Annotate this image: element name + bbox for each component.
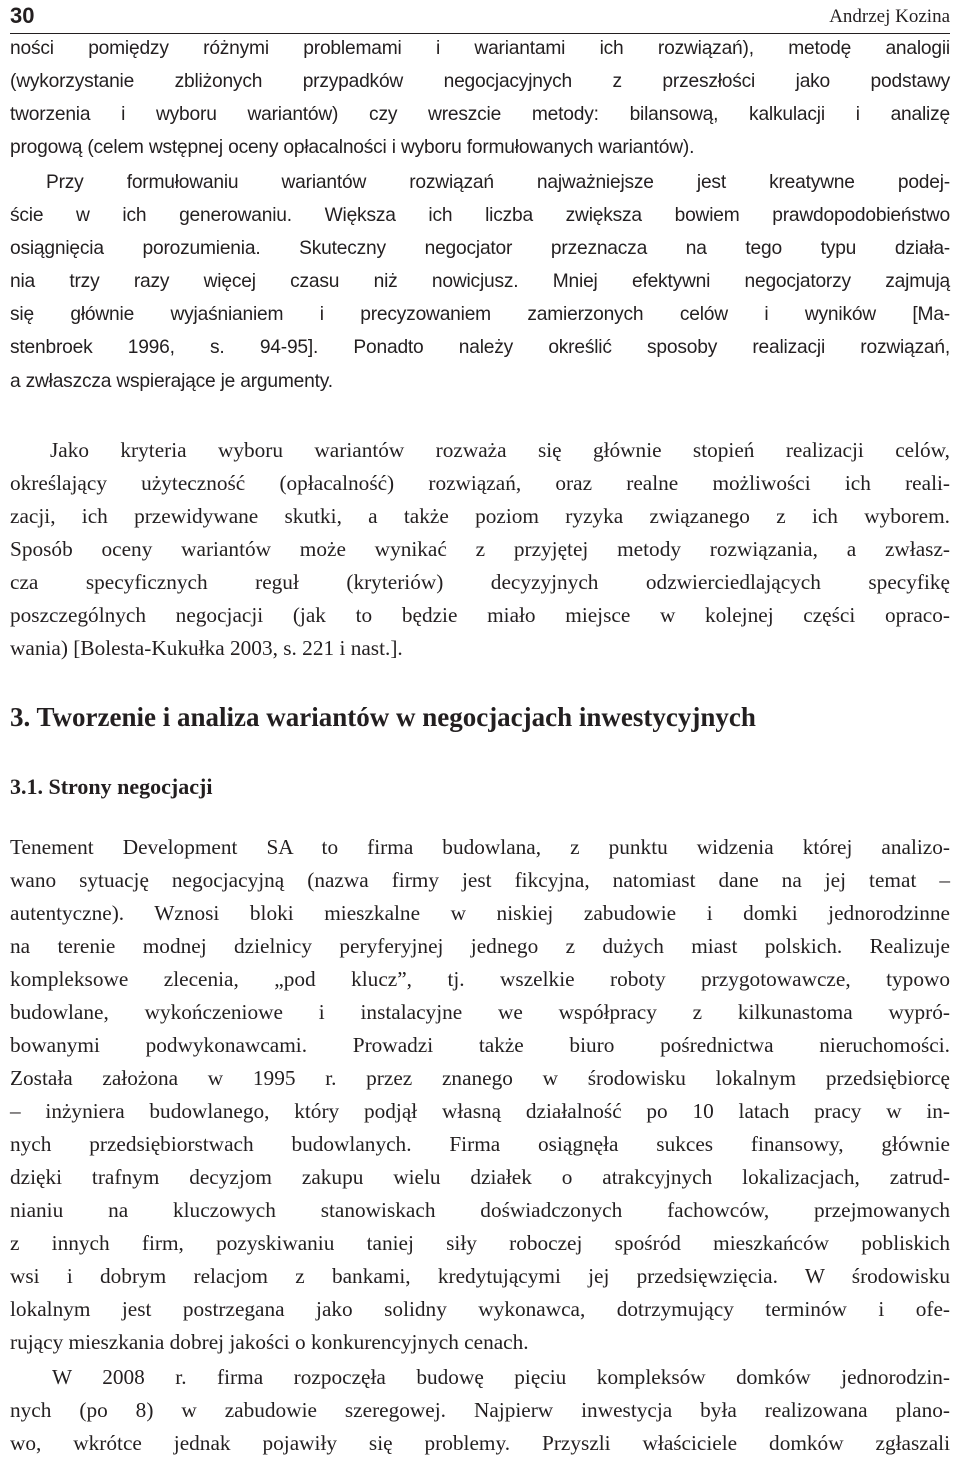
body-line: Przy formułowaniu wariantów rozwiązań najważniejsze jest kreatywne podej- bbox=[46, 172, 950, 193]
body-line: autentyczne). Wznosi bloki mieszkalne w niskiej zabudowie i domki jednorodzinne bbox=[10, 901, 950, 925]
body-line: Została założona w 1995 r. przez znanego w środowisku lokalnym przedsiębiorcę bbox=[10, 1066, 950, 1090]
body-line: ście w ich generowaniu. Większa ich liczba zwiększa bowiem prawdopodobieństwo bbox=[10, 205, 950, 226]
subsection-heading: 3.1. Strony negocjacji bbox=[10, 774, 213, 799]
body-line: się głównie wyjaśnianiem i precyzowaniem zamierzonych celów i wyników [Ma- bbox=[10, 304, 950, 325]
body-line: bowanymi podwykonawcami. Prowadzi także biuro pośrednictwa nieruchomości. bbox=[10, 1033, 950, 1057]
body-line: wano sytuację negocjacyjną (nazwa firmy jest fikcyjna, natomiast dane na jej temat – bbox=[10, 868, 950, 892]
body-line: na terenie modnej dzielnicy peryferyjnej jednego z dużych miast polskich. Realizuje bbox=[10, 934, 950, 958]
body-line: ności pomiędzy różnymi problemami i wariantami ich rozwiązań), metodę analogii bbox=[10, 38, 950, 59]
running-header bbox=[10, 0, 950, 34]
body-line: lokalnym jest postrzegana jako solidny wykonawca, dotrzymujący terminów i ofe- bbox=[10, 1297, 950, 1321]
body-line: stenbroek 1996, s. 94-95]. Ponadto należy określić sposoby realizacji rozwiązań, bbox=[10, 337, 950, 358]
body-line: budowlane, wykończeniowe i instalacyjne we współpracy z kilkunastoma wypró- bbox=[10, 1000, 950, 1024]
body-line: nych przedsiębiorstwach budowlanych. Firma osiągnęła sukces finansowy, głównie bbox=[10, 1132, 950, 1156]
body-line: określający użyteczność (opłacalność) rozwiązań, oraz realne możliwości ich reali- bbox=[10, 471, 950, 495]
body-line: Sposób oceny wariantów może wynikać z przyjętej metody rozwiązania, a zwłasz- bbox=[10, 537, 950, 561]
body-line: Jako kryteria wyboru wariantów rozważa się głównie stopień realizacji celów, bbox=[50, 438, 950, 462]
page-number: 30 bbox=[10, 3, 35, 28]
body-line: kompleksowe zlecenia, „pod klucz”, tj. wszelkie roboty przygotowawcze, typowo bbox=[10, 967, 950, 991]
section-heading: 3. Tworzenie i analiza wariantów w negocjacjach inwestycyjnych bbox=[10, 702, 756, 732]
body-line: (wykorzystanie zbliżonych przypadków negocjacyjnych z przeszłości jako podstawy bbox=[10, 71, 950, 92]
body-line: nych (po 8) w zabudowie szeregowej. Najpierw inwestycja była realizowana plano- bbox=[10, 1398, 950, 1422]
body-line: dzięki trafnym decyzjom zakupu wielu działek o atrakcyjnych lokalizacjach, zatrud- bbox=[10, 1165, 950, 1189]
body-line: tworzenia i wyboru wariantów) czy wreszcie metody: bilansową, kalkulacji i analizę bbox=[10, 104, 950, 125]
body-line: – inżyniera budowlanego, który podjął własną działalność po 10 latach pracy w in- bbox=[10, 1099, 950, 1123]
body-line: wania) [Bolesta-Kukułka 2003, s. 221 i nast.]. bbox=[10, 636, 403, 660]
body-line: wo, wkrótce jednak pojawiły się problemy. Przyszli właściciele domków zgłaszali bbox=[10, 1431, 950, 1455]
body-line: W 2008 r. firma rozpoczęła budowę pięciu kompleksów domków jednorodzin- bbox=[52, 1365, 950, 1389]
body-line: cza specyficznych reguł (kryteriów) decyzyjnych odzwierciedlających specyfikę bbox=[10, 570, 950, 594]
body-line: wsi i dobrym relacjom z bankami, kredytującymi jej przedsięwzięcia. W środowisku bbox=[10, 1264, 950, 1288]
body-line: Tenement Development SA to firma budowlana, z punktu widzenia której analizo- bbox=[10, 835, 950, 859]
body-line: osiągnięcia porozumienia. Skuteczny negocjator przeznacza na tego typu działa- bbox=[10, 238, 950, 259]
body-line: progową (celem wstępnej oceny opłacalności i wyboru formułowanych wariantów). bbox=[10, 137, 695, 158]
body-line: zacji, ich przewidywane skutki, a także poziom ryzyka związanego z ich wyborem. bbox=[10, 504, 950, 528]
body-line: nianiu na kluczowych stanowiskach doświadczonych fachowców, przejmowanych bbox=[10, 1198, 950, 1222]
body-line: a zwłaszcza wspierające je argumenty. bbox=[10, 371, 333, 392]
body-line: z innych firm, pozyskiwaniu taniej siły roboczej spośród mieszkańców pobliskich bbox=[10, 1231, 950, 1255]
running-head-author: Andrzej Kozina bbox=[829, 6, 950, 27]
body-line: poszczególnych negocjacji (jak to będzie miało miejsce w kolejnej części opraco- bbox=[10, 603, 950, 627]
body-line: nia trzy razy więcej czasu niż nowicjusz. Mniej efektywni negocjatorzy zajmują bbox=[10, 271, 950, 292]
body-line: rujący mieszkania dobrej jakości o konkurencyjnych cenach. bbox=[10, 1330, 529, 1354]
